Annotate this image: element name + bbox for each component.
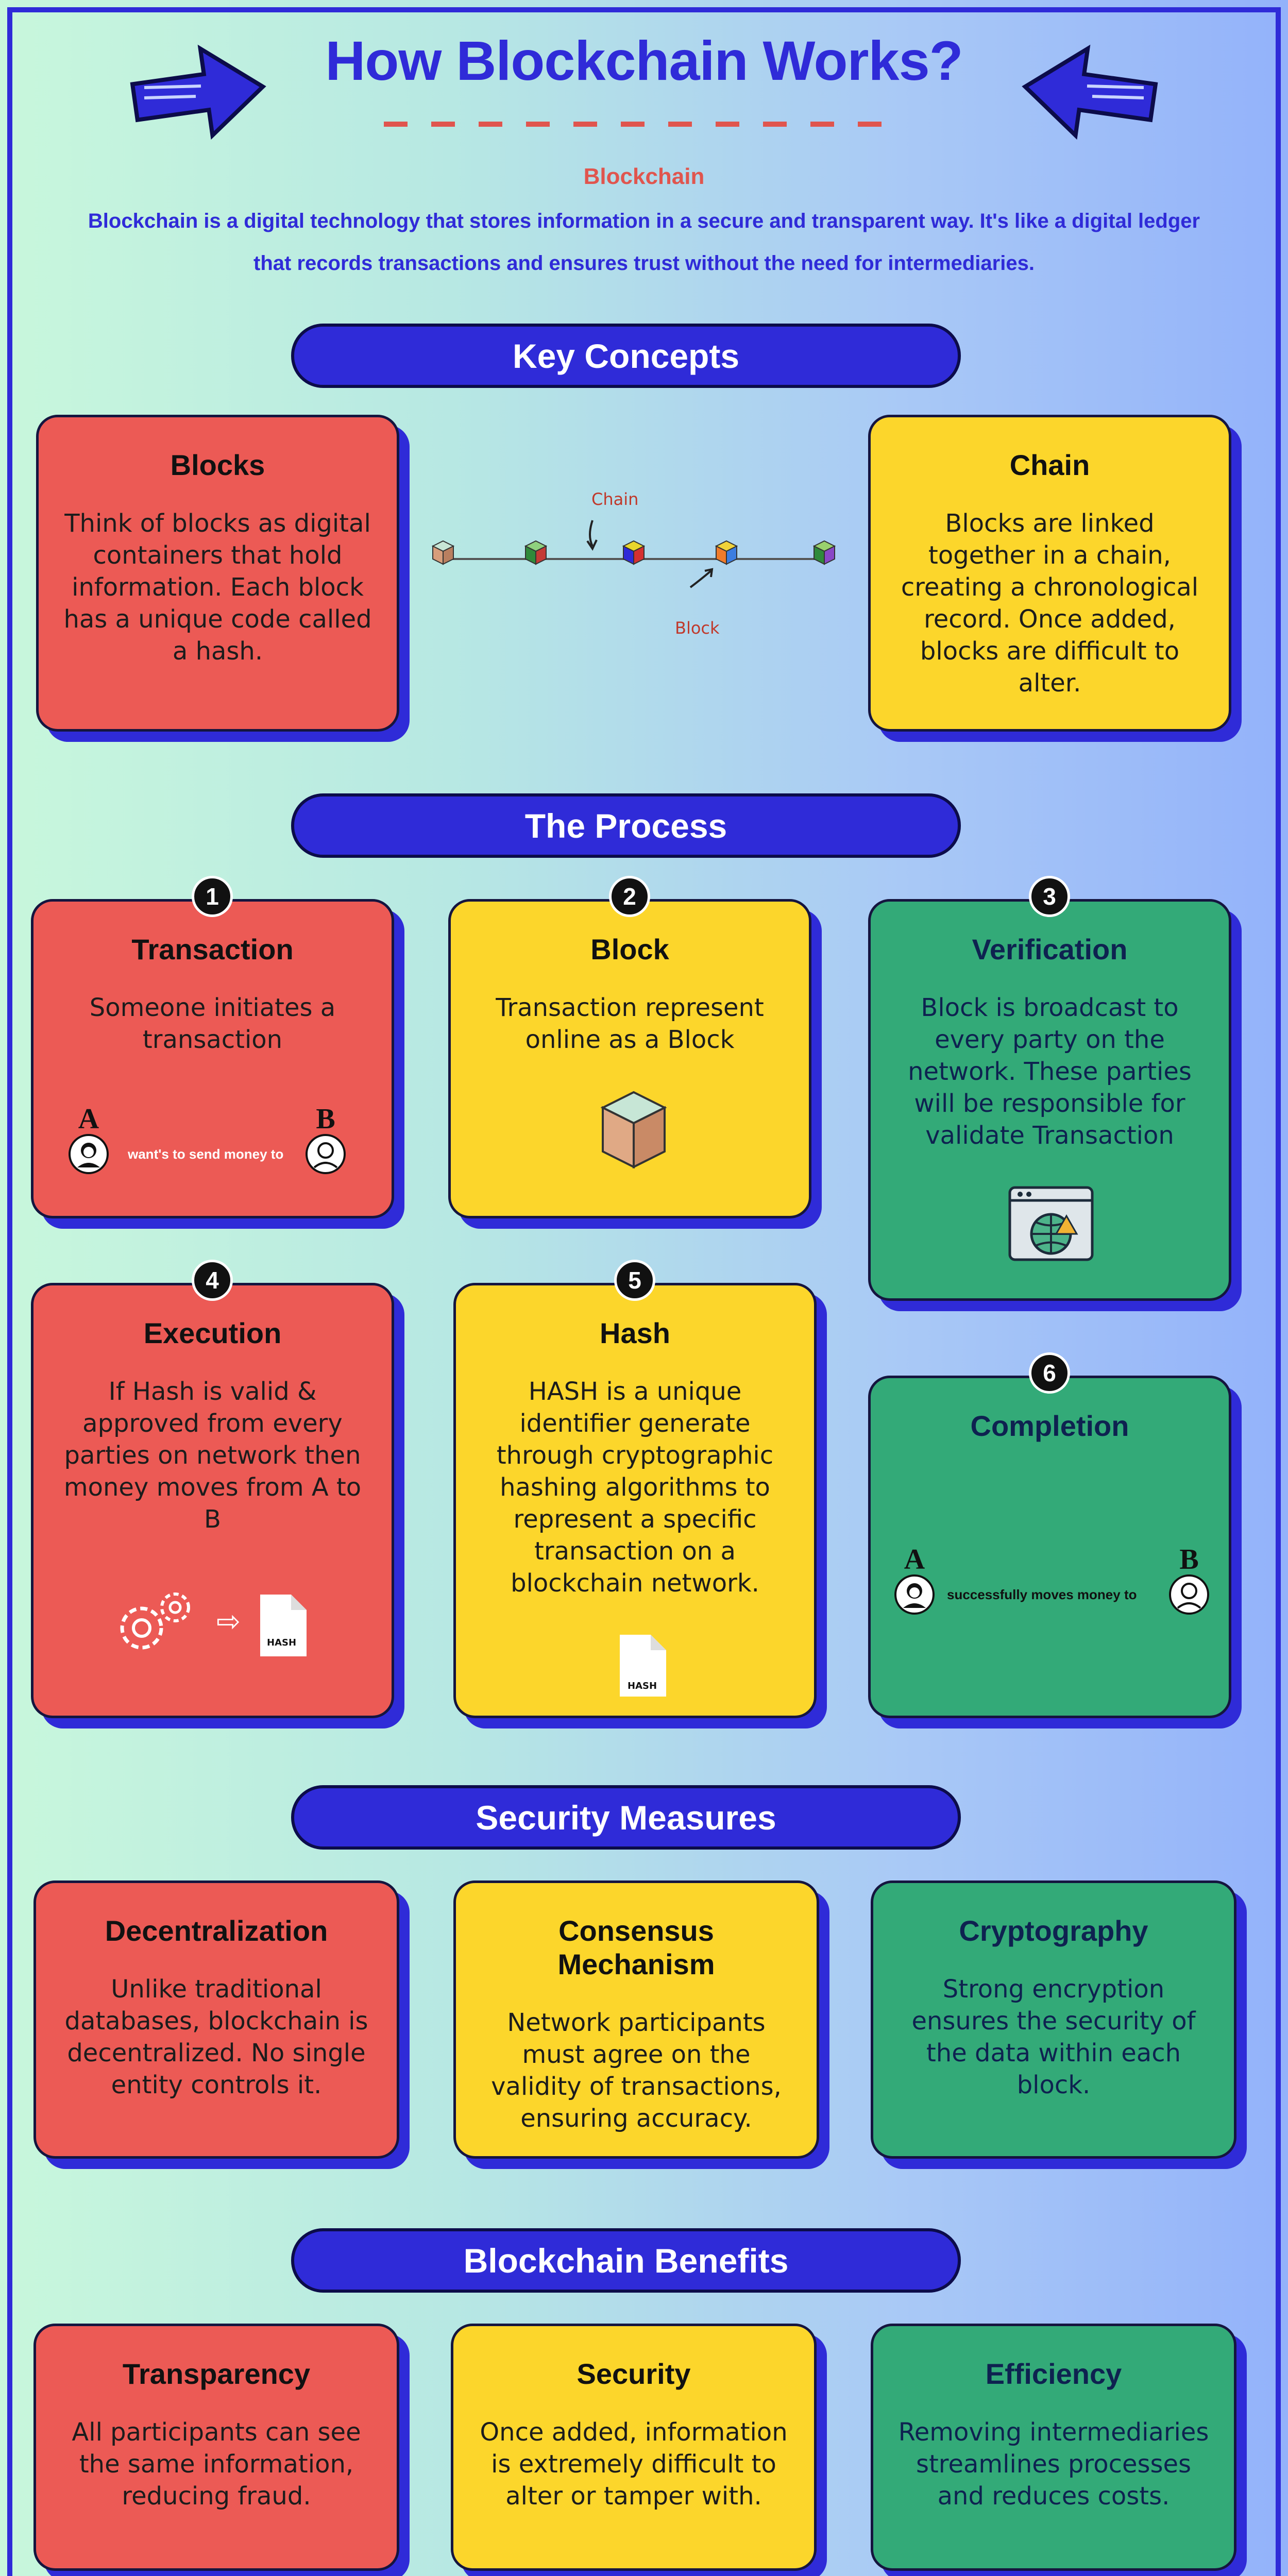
section-blockchain-benefits: Blockchain Benefits	[291, 2228, 961, 2293]
card-title: Execution	[143, 1317, 282, 1349]
cube-icon	[623, 541, 644, 564]
intro-text: Blockchain is a digital technology that stores information in a secure and transparent way. It's like a digital ledger that records transactions and ensures trust without the need for intermediaries.	[88, 210, 1200, 275]
step-number-1: 1	[192, 876, 233, 917]
card-title: Decentralization	[105, 1914, 328, 1947]
person-b-avatar	[1168, 1544, 1210, 1617]
diagram-block-label: Block	[675, 618, 720, 638]
card-body: All participants can see the same information, reducing fraud.	[72, 2418, 361, 2511]
page-title: How Blockchain Works?	[325, 29, 963, 92]
card-body: HASH is a unique identifier generate through cryptographic hashing algorithms to represent a specific transaction on a blockchain network.	[496, 1377, 774, 1598]
card-title: Efficiency	[985, 2358, 1122, 2390]
person-b-label: B	[316, 1103, 335, 1135]
step-number-4: 4	[192, 1260, 233, 1301]
card-body: Block is broadcast to every party on the network. These parties will be responsible for validate Transaction	[908, 993, 1192, 1150]
card-body: If Hash is valid & approved from every parties on network then money moves from A to B	[63, 1377, 362, 1534]
step-number-2: 2	[609, 876, 650, 917]
card-title: Security	[577, 2358, 691, 2390]
section-key-concepts: Key Concepts	[291, 324, 961, 388]
cube-icon	[716, 541, 737, 564]
card-security	[451, 2324, 817, 2571]
hash-doc-label: HASH	[267, 1637, 297, 1648]
card-title: Chain	[1009, 449, 1090, 481]
transfer-text: want's to send money to	[128, 1146, 284, 1162]
step-execution-card	[31, 1283, 394, 1718]
hash-doc-label: HASH	[628, 1681, 657, 1691]
person-a-avatar	[894, 1544, 935, 1617]
card-body: Strong encryption ensures the security of the data within each block.	[911, 1975, 1196, 2099]
card-transparency	[33, 2324, 399, 2571]
card-body: Removing intermediaries streamlines processes and reduces costs.	[898, 2418, 1209, 2511]
cube-icon	[814, 541, 835, 564]
card-cryptography	[871, 1880, 1236, 2159]
card-title: Verification	[972, 933, 1128, 965]
arrow-right-icon: ⇨	[216, 1605, 241, 1638]
step-number-5: 5	[614, 1260, 655, 1301]
diagram-chain-label: Chain	[591, 489, 639, 509]
document-icon	[258, 1592, 309, 1659]
card-consensus-mechanism	[453, 1880, 819, 2159]
card-body: Network participants must agree on the validity of transactions, ensuring accuracy.	[491, 2008, 782, 2133]
title-divider	[384, 122, 904, 127]
card-efficiency	[871, 2324, 1236, 2571]
card-title: Cryptography	[959, 1914, 1148, 1947]
card-body: Unlike traditional databases, blockchain is decentralized. No single entity controls it.	[64, 1975, 368, 2099]
section-the-process: The Process	[291, 793, 961, 858]
card-title: Transaction	[131, 933, 294, 965]
blockchain-diagram	[422, 484, 855, 639]
person-a-avatar	[68, 1103, 109, 1177]
network-browser-icon	[1007, 1185, 1095, 1262]
transfer-text: successfully moves money to	[947, 1587, 1137, 1602]
card-title: Transparency	[122, 2358, 311, 2390]
card-body: Transaction represent online as a Block	[496, 993, 764, 1054]
step-number-6: 6	[1029, 1352, 1070, 1394]
person-a-label: A	[78, 1103, 99, 1135]
person-b-label: B	[1179, 1544, 1199, 1575]
cube-icon	[433, 541, 453, 564]
card-title: Completion	[970, 1410, 1129, 1442]
section-security-measures: Security Measures	[291, 1785, 961, 1850]
gears-icon	[111, 1587, 204, 1659]
card-body: Once added, information is extremely difficult to alter or tamper with.	[480, 2418, 788, 2511]
card-title: Blocks	[170, 449, 265, 481]
card-title: Block	[590, 933, 669, 965]
person-a-label: A	[904, 1544, 925, 1575]
card-chain	[868, 415, 1231, 732]
intro-heading: Blockchain	[583, 164, 705, 189]
card-title: Consensus Mechanism	[557, 1914, 715, 1980]
card-body: Someone initiates a transaction	[89, 993, 336, 1054]
person-b-avatar	[305, 1103, 346, 1177]
card-title: Hash	[600, 1317, 670, 1349]
step-number-3: 3	[1029, 876, 1070, 917]
cube-icon	[526, 541, 546, 564]
card-blocks	[36, 415, 399, 732]
card-body: Blocks are linked together in a chain, creating a chronological record. Once added, blocks are difficult to alter.	[901, 509, 1199, 698]
cube-icon	[598, 1090, 670, 1172]
card-body: Think of blocks as digital containers that hold information. Each block has a unique code called a hash.	[63, 509, 372, 666]
card-decentralization	[33, 1880, 399, 2159]
